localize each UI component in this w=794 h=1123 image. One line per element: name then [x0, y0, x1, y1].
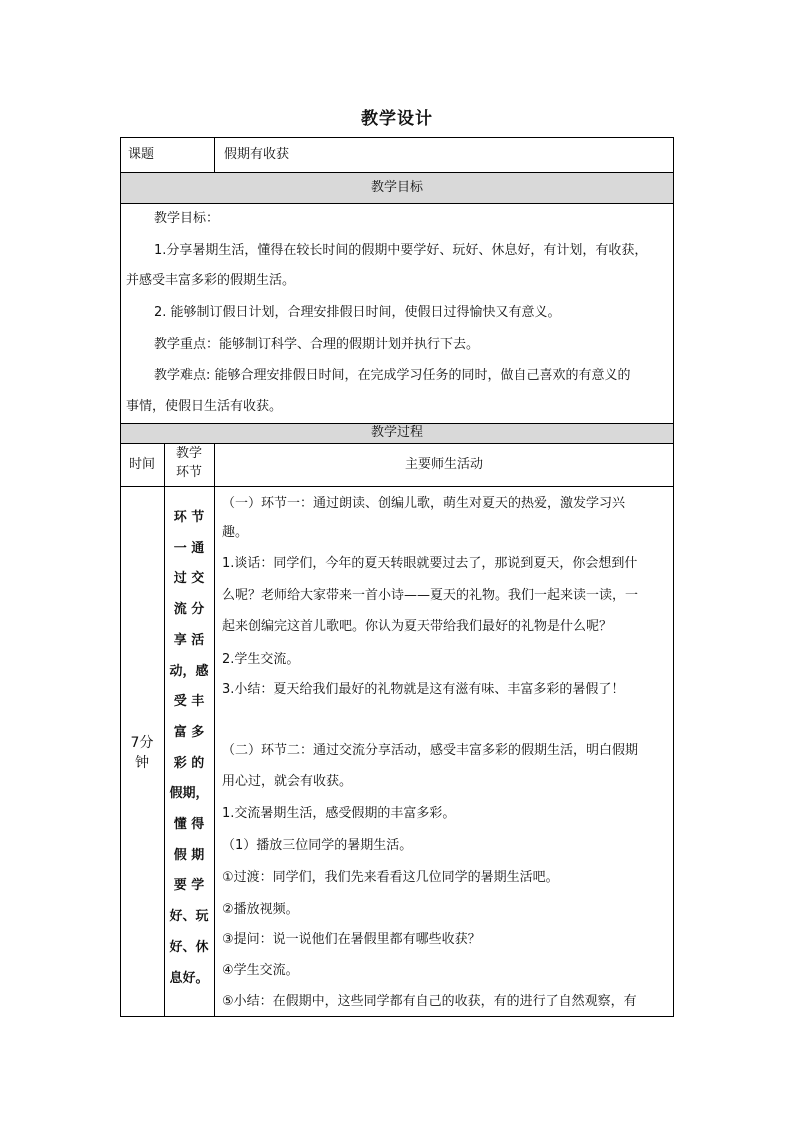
- stage-line: 环 节: [173, 510, 205, 525]
- stage-line: 彩 的: [173, 755, 205, 771]
- stage-line: 享 活: [173, 632, 205, 648]
- activity-line: （二）环节二：通过交流分享活动，感受丰富多彩的假期生活，明白假期: [222, 743, 639, 758]
- table-rule: [214, 443, 215, 1017]
- stage-line: 假期，: [169, 786, 209, 802]
- process-section-title: 教学过程: [370, 425, 423, 440]
- header-time: 时间: [128, 457, 155, 472]
- goals-line: 1.分享暑期生活，懂得在较长时间的假期中要学好、玩好、休息好，有计划，有收获，: [154, 243, 648, 258]
- table-rule: [164, 443, 165, 1017]
- goals-line: 事情，使假日生活有收获。: [126, 399, 283, 414]
- header-activity: 主要师生活动: [404, 457, 483, 472]
- time-value-line2: 钟: [135, 755, 149, 771]
- stage-line: 动，感: [169, 663, 209, 679]
- activity-line: ④学生交流。: [222, 963, 299, 978]
- header-stage-line2: 环节: [175, 465, 202, 480]
- topic-value: 假期有收获: [224, 147, 290, 162]
- stage-line: 息好。: [169, 970, 209, 986]
- table-rule: [120, 172, 674, 173]
- activity-line: ①过渡：同学们，我们先来看看这几位同学的暑期生活吧。: [222, 870, 559, 885]
- stage-line: 假 期: [173, 847, 205, 863]
- goals-line: 教学重点：能够制订科学、合理的假期计划并执行下去。: [154, 337, 480, 352]
- activity-line: ②播放视频。: [222, 902, 299, 917]
- activity-line: ③提问：说一说他们在暑假里都有哪些收获？: [222, 932, 481, 947]
- activity-line: 3.小结：夏天给我们最好的礼物就是这有滋有味、丰富多彩的暑假了！: [222, 682, 625, 697]
- time-value-line1: 7分: [130, 735, 154, 751]
- stage-line: 好、玩: [169, 909, 209, 925]
- table-border-bottom: [120, 1016, 674, 1017]
- document-title: 教学设计: [361, 109, 433, 129]
- activity-line: 起来创编完这首儿歌吧。你认为夏天带给我们最好的礼物是什么呢？: [222, 619, 613, 634]
- lesson-table: [120, 137, 674, 1017]
- table-rule: [120, 486, 674, 487]
- goals-line: 教学难点: 能够合理安排假日时间，在完成学习任务的同时，做自己喜欢的有意义的: [154, 368, 631, 383]
- stage-line: 受 丰: [173, 694, 205, 710]
- goals-line: 并感受丰富多彩的假期生活。: [126, 273, 296, 288]
- stage-line: 富 多: [173, 724, 205, 740]
- stage-line: 一 通: [173, 540, 205, 556]
- goals-line: 2. 能够制订假日计划，合理安排假日时间，使假日过得愉快又有意义。: [154, 305, 561, 320]
- stage-line: 要 学: [173, 878, 205, 894]
- activity-line: （一）环节一：通过朗读、创编儿歌，萌生对夏天的热爱，激发学习兴: [222, 496, 626, 511]
- stage-description: [166, 503, 212, 994]
- activity-line: 1.交流暑期生活，感受假期的丰富多彩。: [222, 806, 456, 821]
- table-rule: [120, 203, 674, 204]
- goals-line: 教学目标：: [154, 211, 220, 226]
- topic-label: 课题: [128, 147, 155, 162]
- goals-section-title: 教学目标: [370, 180, 423, 195]
- stage-line: 过 交: [173, 571, 205, 587]
- table-border-top: [120, 137, 674, 138]
- activity-line: ⑤小结：在假期中，这些同学都有自己的收获，有的进行了自然观察，有: [222, 994, 637, 1009]
- activity-line: 用心过，就会有收获。: [222, 774, 353, 789]
- activity-line: （1）播放三位同学的暑期生活。: [222, 838, 413, 853]
- header-stage-line1: 教学: [175, 446, 202, 461]
- stage-line: 懂 得: [173, 817, 205, 833]
- stage-line: 流 分: [173, 602, 205, 618]
- activity-line: 趣。: [222, 525, 249, 540]
- stage-line: 好、休: [169, 939, 209, 955]
- table-rule: [214, 137, 215, 172]
- table-border-right: [673, 137, 674, 1017]
- table-border-left: [120, 137, 121, 1017]
- activity-line: 1.谈话：同学们，今年的夏天转眼就要过去了，那说到夏天，你会想到什: [222, 556, 638, 571]
- activity-line: 么呢？老师给大家带来一首小诗——夏天的礼物。我们一起来读一读，一: [222, 588, 639, 603]
- activity-line: 2.学生交流。: [222, 652, 300, 667]
